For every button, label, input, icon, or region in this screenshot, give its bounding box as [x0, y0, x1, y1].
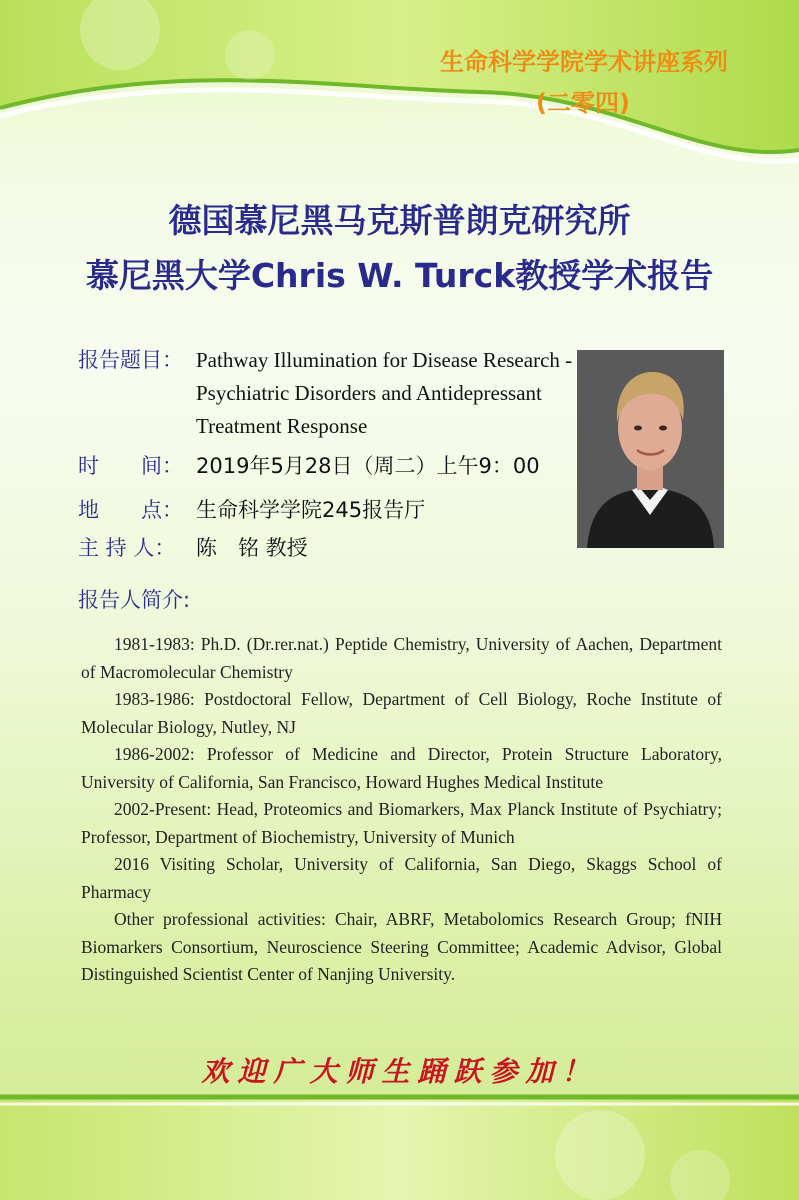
time-row — [78, 450, 540, 483]
lecture-series-title: 生命科学学院学术讲座系列 — [440, 48, 728, 76]
place-row — [78, 494, 425, 527]
host-label: 主 持 人： — [78, 536, 176, 560]
bio-paragraph: 1986-2002: Professor of Medicine and Director, Protein Structure Laboratory, University of California, San Francisco, Howard Hughes Medical Institute — [81, 744, 722, 792]
poster-title-speaker: 慕尼黑大学Chris W. Turck教授学术报告 — [85, 256, 714, 295]
bio-paragraph: 2002-Present: Head, Proteomics and Biomarkers, Max Planck Institute of Psychiatry; Professor, Department of Biochemistry, University of Munich — [81, 799, 722, 847]
topic-value: Pathway Illumination for Disease Research - Psychiatric Disorders and Antidepressant Treatment Response — [196, 348, 573, 438]
bio-paragraph: Other professional activities: Chair, ABRF, Metabolomics Research Group; fNIH Biomarkers Consortium, Neuroscience Steering Committee; Academic Advisor, Global Distinguished Scientist Center of Nanjing University. — [81, 909, 722, 984]
time-label: 时 间： — [78, 454, 183, 478]
bottom-wave-decoration — [0, 1085, 799, 1200]
speaker-portrait-illustration — [577, 350, 724, 548]
poster-title-institute: 德国慕尼黑马克斯普朗克研究所 — [168, 201, 631, 240]
host-value: 陈 铭 教授 — [196, 536, 308, 560]
bio-paragraph: 2016 Visiting Scholar, University of California, San Diego, Skaggs School of Pharmacy — [81, 854, 722, 902]
speaker-photo — [577, 350, 724, 548]
bio-paragraph: 1981-1983: Ph.D. (Dr.rer.nat.) Peptide Chemistry, University of Aachen, Department of Macromolecular Chemistry — [81, 634, 722, 682]
speaker-intro-heading: 报告人简介: — [78, 588, 191, 612]
speaker-bio — [81, 631, 722, 989]
topic-label: 报告题目： — [78, 348, 183, 372]
host-row — [78, 532, 308, 565]
place-label: 地 点： — [78, 498, 183, 522]
topic-row — [78, 344, 573, 438]
welcome-slogan: 欢迎广大师生踊跃参加！ — [201, 1055, 598, 1088]
place-value: 生命科学学院245报告厅 — [196, 498, 426, 522]
top-wave-decoration — [0, 0, 799, 170]
bio-paragraph: 1983-1986: Postdoctoral Fellow, Department of Cell Biology, Roche Institute of Molecular Biology, Nutley, NJ — [81, 689, 722, 737]
time-value: 2019年5月28日（周二）上午9：00 — [196, 454, 540, 478]
lecture-series-number: (二零四) — [536, 89, 630, 117]
